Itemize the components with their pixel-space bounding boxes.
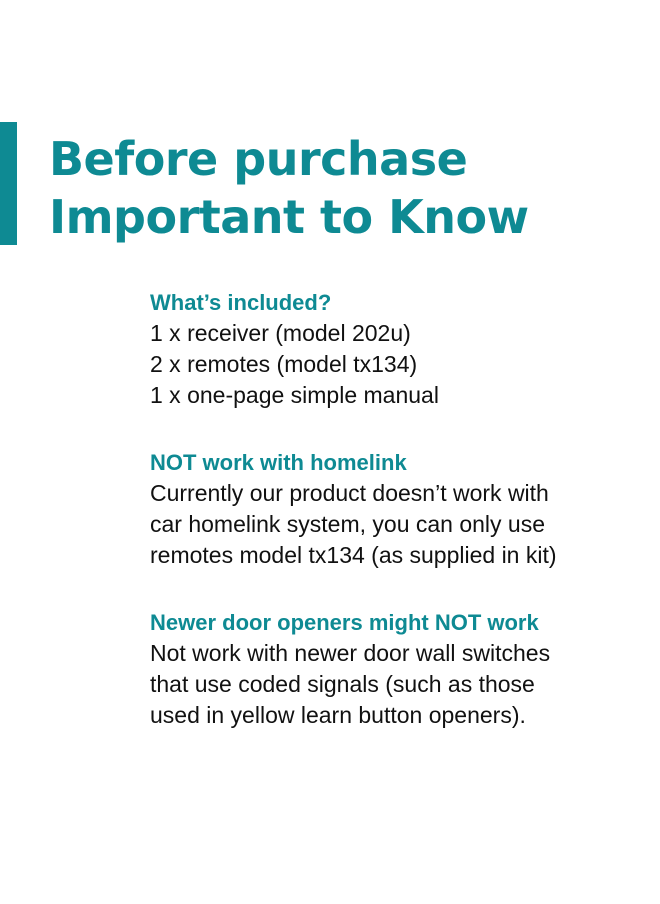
section-homelink <box>150 447 650 571</box>
info-content <box>150 287 650 767</box>
section-heading: Newer door openers might NOT work <box>150 610 539 635</box>
section-line: that use coded signals (such as those <box>150 671 535 697</box>
section-heading: NOT work with homelink <box>150 450 407 475</box>
title-line-1: Before purchase <box>49 132 468 186</box>
page-title <box>49 130 529 246</box>
section-heading: What’s included? <box>150 290 332 315</box>
section-line: 1 x receiver (model 202u) <box>150 320 411 346</box>
section-line: used in yellow learn button openers). <box>150 702 526 728</box>
section-newer-openers <box>150 607 650 731</box>
section-line: Not work with newer door wall switches <box>150 640 551 666</box>
section-line: 2 x remotes (model tx134) <box>150 351 418 377</box>
section-whats-included <box>150 287 650 411</box>
title-line-2: Important to Know <box>49 190 529 244</box>
section-line: remotes model tx134 (as supplied in kit) <box>150 542 557 568</box>
section-line: 1 x one-page simple manual <box>150 382 439 408</box>
accent-bar <box>0 122 17 245</box>
section-line: car homelink system, you can only use <box>150 511 546 537</box>
section-line: Currently our product doesn’t work with <box>150 480 549 506</box>
